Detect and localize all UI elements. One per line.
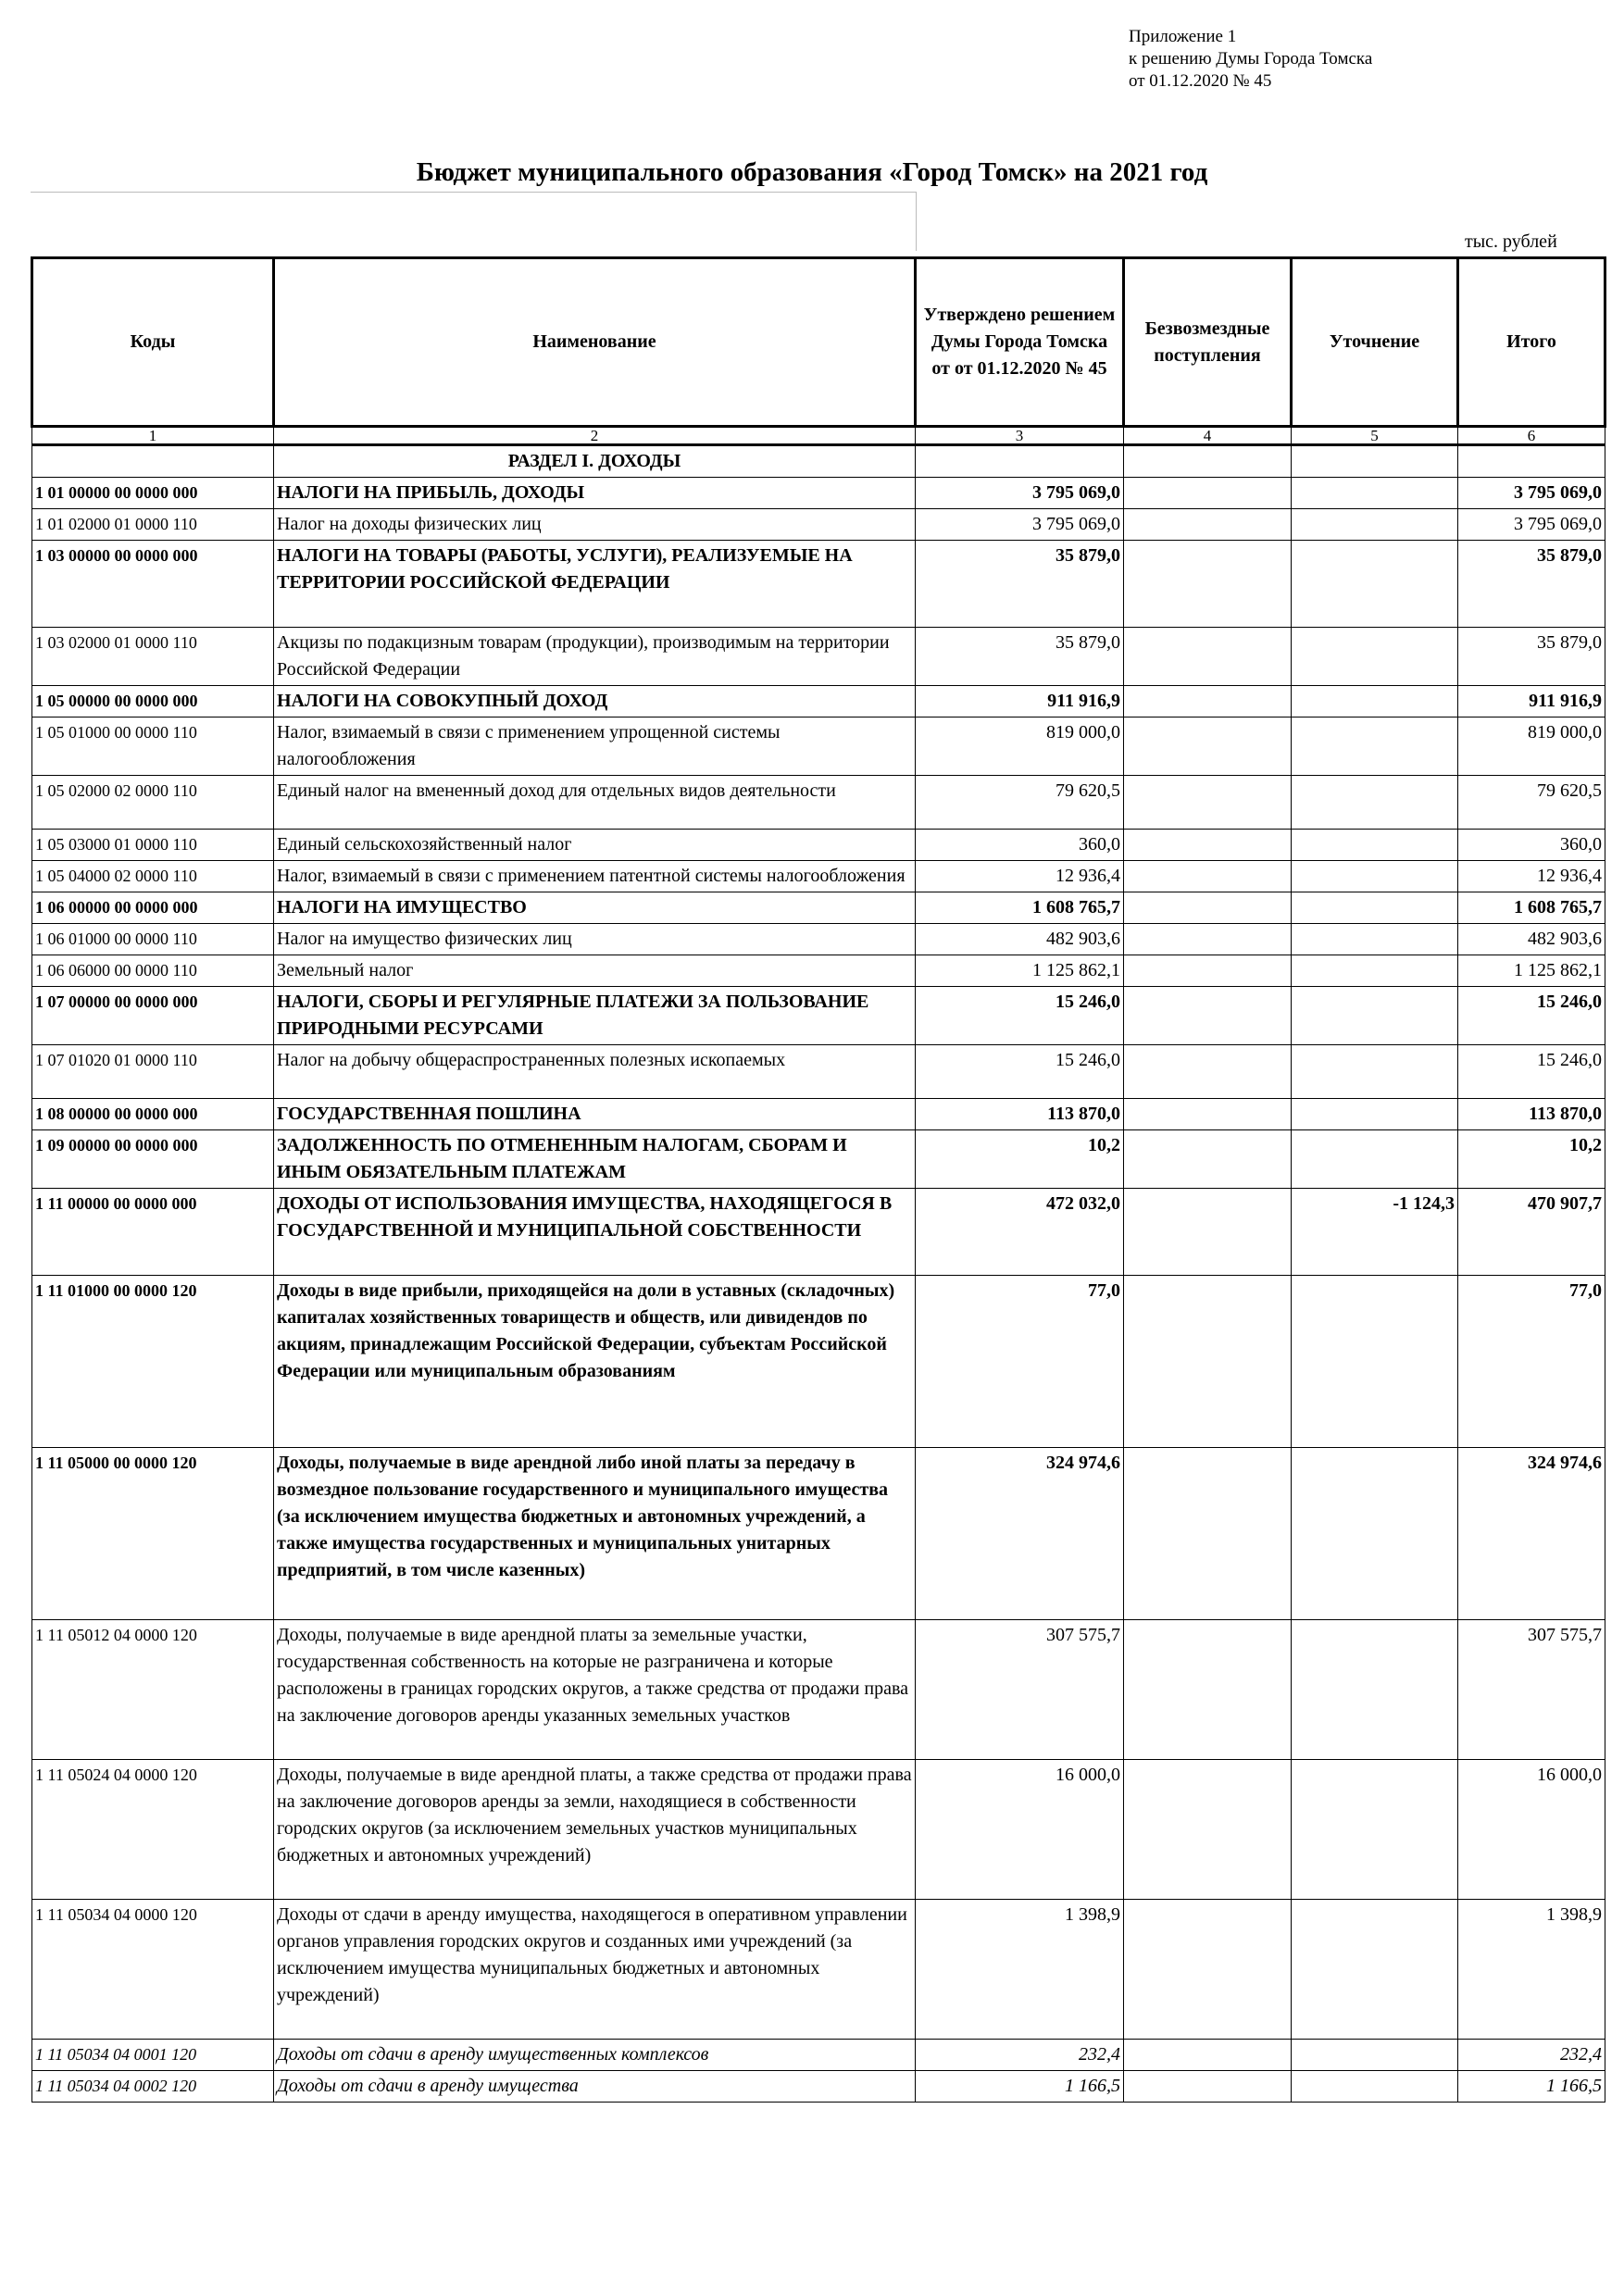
- table-row: [32, 718, 1605, 776]
- row-gratuitous: [1124, 1448, 1292, 1620]
- row-approved: 35 879,0: [916, 541, 1124, 628]
- row-approved: 15 246,0: [916, 1045, 1124, 1099]
- row-clarification: [1292, 892, 1458, 924]
- row-code: 1 05 04000 02 0000 110: [32, 861, 274, 892]
- row-total: 232,4: [1458, 2040, 1605, 2071]
- row-total: 819 000,0: [1458, 718, 1605, 776]
- column-number: 3: [916, 427, 1124, 445]
- row-clarification: [1292, 1620, 1458, 1760]
- row-name: Доходы, получаемые в виде арендной платы, а также средства от продажи права на заключение договоров аренды за земли, находящиеся в собственности городских округов (за исключением земельных участков муниципальных бюджетных и автономных учреждений): [274, 1760, 916, 1900]
- row-code: 1 06 06000 00 0000 110: [32, 955, 274, 987]
- row-approved: 3 795 069,0: [916, 509, 1124, 541]
- row-clarification: [1292, 1045, 1458, 1099]
- row-approved: 819 000,0: [916, 718, 1124, 776]
- row-gratuitous: [1124, 987, 1292, 1045]
- row-total: 77,0: [1458, 1276, 1605, 1448]
- row-total: 470 907,7: [1458, 1189, 1605, 1276]
- row-name: Налог на доходы физических лиц: [274, 509, 916, 541]
- row-clarification: [1292, 718, 1458, 776]
- row-gratuitous: [1124, 2040, 1292, 2071]
- table-row: [32, 776, 1605, 830]
- row-total: 1 398,9: [1458, 1900, 1605, 2040]
- row-code: 1 05 02000 02 0000 110: [32, 776, 274, 830]
- section-code-cell: [32, 445, 274, 478]
- table-row: [32, 830, 1605, 861]
- table-row: [32, 861, 1605, 892]
- row-code: 1 11 05012 04 0000 120: [32, 1620, 274, 1760]
- row-name: НАЛОГИ НА ИМУЩЕСТВО: [274, 892, 916, 924]
- empty-cell: [1458, 445, 1605, 478]
- row-name: Налог на имущество физических лиц: [274, 924, 916, 955]
- column-number: 1: [32, 427, 274, 445]
- row-name: Доходы в виде прибыли, приходящейся на доли в уставных (складочных) капиталах хозяйственных товариществ и обществ, или дивидендов по акциям, принадлежащим Российской Федерации, субъектам Российской Федерации или муниципальным образованиям: [274, 1276, 916, 1448]
- row-approved: 16 000,0: [916, 1760, 1124, 1900]
- row-name: ЗАДОЛЖЕННОСТЬ ПО ОТМЕНЕННЫМ НАЛОГАМ, СБОРАМ И ИНЫМ ОБЯЗАТЕЛЬНЫМ ПЛАТЕЖАМ: [274, 1130, 916, 1189]
- row-approved: 10,2: [916, 1130, 1124, 1189]
- row-gratuitous: [1124, 830, 1292, 861]
- appendix-line-3: от 01.12.2020 № 45: [1129, 71, 1272, 91]
- row-clarification: [1292, 1760, 1458, 1900]
- row-name: ГОСУДАРСТВЕННАЯ ПОШЛИНА: [274, 1099, 916, 1130]
- row-code: 1 05 00000 00 0000 000: [32, 686, 274, 718]
- row-gratuitous: [1124, 1099, 1292, 1130]
- row-code: 1 11 05034 04 0000 120: [32, 1900, 274, 2040]
- row-code: 1 05 01000 00 0000 110: [32, 718, 274, 776]
- row-code: 1 11 00000 00 0000 000: [32, 1189, 274, 1276]
- empty-cell: [1124, 445, 1292, 478]
- empty-cell: [1292, 445, 1458, 478]
- table-row: [32, 686, 1605, 718]
- table-row: [32, 1620, 1605, 1760]
- row-name: Налог, взимаемый в связи с применением патентной системы налогообложения: [274, 861, 916, 892]
- row-clarification: [1292, 987, 1458, 1045]
- table-row: [32, 1130, 1605, 1189]
- header-clarification: Уточнение: [1292, 258, 1458, 427]
- row-name: Налог на добычу общераспространенных полезных ископаемых: [274, 1045, 916, 1099]
- row-name: НАЛОГИ НА ТОВАРЫ (РАБОТЫ, УСЛУГИ), РЕАЛИЗУЕМЫЕ НА ТЕРРИТОРИИ РОССИЙСКОЙ ФЕДЕРАЦИИ: [274, 541, 916, 628]
- row-approved: 113 870,0: [916, 1099, 1124, 1130]
- row-approved: 360,0: [916, 830, 1124, 861]
- row-approved: 472 032,0: [916, 1189, 1124, 1276]
- row-name: ДОХОДЫ ОТ ИСПОЛЬЗОВАНИЯ ИМУЩЕСТВА, НАХОДЯЩЕГОСЯ В ГОСУДАРСТВЕННОЙ И МУНИЦИПАЛЬНОЙ СОБСТВЕННОСТИ: [274, 1189, 916, 1276]
- row-approved: 911 916,9: [916, 686, 1124, 718]
- row-clarification: [1292, 776, 1458, 830]
- row-total: 15 246,0: [1458, 987, 1605, 1045]
- row-approved: 1 166,5: [916, 2071, 1124, 2103]
- row-approved: 77,0: [916, 1276, 1124, 1448]
- row-total: 360,0: [1458, 830, 1605, 861]
- row-code: 1 09 00000 00 0000 000: [32, 1130, 274, 1189]
- column-number: 6: [1458, 427, 1605, 445]
- row-code: 1 03 02000 01 0000 110: [32, 628, 274, 686]
- row-clarification: [1292, 2040, 1458, 2071]
- row-gratuitous: [1124, 541, 1292, 628]
- row-approved: 3 795 069,0: [916, 478, 1124, 509]
- table-row: [32, 1448, 1605, 1620]
- row-approved: 79 620,5: [916, 776, 1124, 830]
- row-approved: 1 125 862,1: [916, 955, 1124, 987]
- row-name: Земельный налог: [274, 955, 916, 987]
- row-gratuitous: [1124, 718, 1292, 776]
- table-row: [32, 509, 1605, 541]
- column-number: 4: [1124, 427, 1292, 445]
- row-code: 1 05 03000 01 0000 110: [32, 830, 274, 861]
- row-clarification: [1292, 1900, 1458, 2040]
- section-title: РАЗДЕЛ I. ДОХОДЫ: [274, 445, 916, 478]
- row-gratuitous: [1124, 686, 1292, 718]
- row-total: 911 916,9: [1458, 686, 1605, 718]
- table-row: [32, 541, 1605, 628]
- row-code: 1 11 01000 00 0000 120: [32, 1276, 274, 1448]
- row-total: 3 795 069,0: [1458, 478, 1605, 509]
- row-clarification: [1292, 541, 1458, 628]
- budget-table: [31, 256, 1606, 2103]
- row-approved: 15 246,0: [916, 987, 1124, 1045]
- empty-cell: [916, 445, 1124, 478]
- row-clarification: [1292, 924, 1458, 955]
- row-clarification: [1292, 1099, 1458, 1130]
- row-gratuitous: [1124, 1045, 1292, 1099]
- row-total: 35 879,0: [1458, 628, 1605, 686]
- divider-vline: [916, 192, 917, 251]
- row-clarification: [1292, 509, 1458, 541]
- header-name: Наименование: [274, 258, 916, 427]
- row-clarification: [1292, 478, 1458, 509]
- row-clarification: -1 124,3: [1292, 1189, 1458, 1276]
- table-row: [32, 2040, 1605, 2071]
- row-approved: 1 608 765,7: [916, 892, 1124, 924]
- row-clarification: [1292, 830, 1458, 861]
- table-row: [32, 1276, 1605, 1448]
- row-name: Акцизы по подакцизным товарам (продукции), производимым на территории Российской Федерации: [274, 628, 916, 686]
- row-total: 16 000,0: [1458, 1760, 1605, 1900]
- row-clarification: [1292, 2071, 1458, 2103]
- row-clarification: [1292, 686, 1458, 718]
- row-total: 1 166,5: [1458, 2071, 1605, 2103]
- table-row: [32, 892, 1605, 924]
- row-name: Единый сельскохозяйственный налог: [274, 830, 916, 861]
- row-code: 1 06 00000 00 0000 000: [32, 892, 274, 924]
- table-row: [32, 987, 1605, 1045]
- row-name: Доходы от сдачи в аренду имущества: [274, 2071, 916, 2103]
- table-row: [32, 628, 1605, 686]
- table-row: [32, 924, 1605, 955]
- row-name: Единый налог на вмененный доход для отдельных видов деятельности: [274, 776, 916, 830]
- row-code: 1 07 00000 00 0000 000: [32, 987, 274, 1045]
- row-total: 1 608 765,7: [1458, 892, 1605, 924]
- header-codes: Коды: [32, 258, 274, 427]
- row-name: Доходы от сдачи в аренду имущества, находящегося в оперативном управлении органов управления городских округов и созданных ими учреждений (за исключением имущества муниципальных бюджетных и автономных учреждений): [274, 1900, 916, 2040]
- row-name: Доходы, получаемые в виде арендной либо иной платы за передачу в возмездное пользование государственного и муниципального имущества (за исключением имущества бюджетных и автономных учреждений, а также имущества государственных и муниципальных унитарных предприятий, в том числе казенных): [274, 1448, 916, 1620]
- row-name: Доходы от сдачи в аренду имущественных комплексов: [274, 2040, 916, 2071]
- document-title: Бюджет муниципального образования «Город Томск» на 2021 год: [416, 157, 1208, 187]
- row-approved: 232,4: [916, 2040, 1124, 2071]
- row-name: НАЛОГИ НА СОВОКУПНЫЙ ДОХОД: [274, 686, 916, 718]
- row-gratuitous: [1124, 1276, 1292, 1448]
- header-total: Итого: [1458, 258, 1605, 427]
- row-gratuitous: [1124, 1189, 1292, 1276]
- row-approved: 35 879,0: [916, 628, 1124, 686]
- table-header-row: [32, 258, 1605, 427]
- row-gratuitous: [1124, 892, 1292, 924]
- row-total: 324 974,6: [1458, 1448, 1605, 1620]
- row-name: Доходы, получаемые в виде арендной платы за земельные участки, государственная собственность на которые не разграничена и которые расположены в границах городских округов, а также средства от продажи права на заключение договоров аренды указанных земельных участков: [274, 1620, 916, 1760]
- row-gratuitous: [1124, 861, 1292, 892]
- row-code: 1 08 00000 00 0000 000: [32, 1099, 274, 1130]
- row-clarification: [1292, 1448, 1458, 1620]
- table-row: [32, 1189, 1605, 1276]
- table-row: [32, 1045, 1605, 1099]
- appendix-line-1: Приложение 1: [1129, 27, 1237, 46]
- row-gratuitous: [1124, 1130, 1292, 1189]
- row-total: 79 620,5: [1458, 776, 1605, 830]
- row-total: 12 936,4: [1458, 861, 1605, 892]
- row-approved: 12 936,4: [916, 861, 1124, 892]
- row-name: НАЛОГИ НА ПРИБЫЛЬ, ДОХОДЫ: [274, 478, 916, 509]
- row-code: 1 06 01000 00 0000 110: [32, 924, 274, 955]
- column-number-row: [32, 427, 1605, 445]
- table-row: [32, 2071, 1605, 2103]
- row-code: 1 03 00000 00 0000 000: [32, 541, 274, 628]
- row-gratuitous: [1124, 2071, 1292, 2103]
- table-row: [32, 1099, 1605, 1130]
- row-total: 15 246,0: [1458, 1045, 1605, 1099]
- row-clarification: [1292, 1276, 1458, 1448]
- row-code: 1 11 05000 00 0000 120: [32, 1448, 274, 1620]
- table-row: [32, 1900, 1605, 2040]
- row-total: 307 575,7: [1458, 1620, 1605, 1760]
- row-approved: 1 398,9: [916, 1900, 1124, 2040]
- row-approved: 324 974,6: [916, 1448, 1124, 1620]
- row-total: 35 879,0: [1458, 541, 1605, 628]
- row-code: 1 11 05034 04 0001 120: [32, 2040, 274, 2071]
- column-number: 5: [1292, 427, 1458, 445]
- row-code: 1 07 01020 01 0000 110: [32, 1045, 274, 1099]
- row-gratuitous: [1124, 1900, 1292, 2040]
- row-gratuitous: [1124, 955, 1292, 987]
- column-number: 2: [274, 427, 916, 445]
- row-code: 1 01 02000 01 0000 110: [32, 509, 274, 541]
- row-name: НАЛОГИ, СБОРЫ И РЕГУЛЯРНЫЕ ПЛАТЕЖИ ЗА ПОЛЬЗОВАНИЕ ПРИРОДНЫМИ РЕСУРСАМИ: [274, 987, 916, 1045]
- table-row: [32, 478, 1605, 509]
- row-total: 1 125 862,1: [1458, 955, 1605, 987]
- table-row: [32, 1760, 1605, 1900]
- row-code: 1 01 00000 00 0000 000: [32, 478, 274, 509]
- row-gratuitous: [1124, 1620, 1292, 1760]
- divider-line: [31, 192, 916, 193]
- appendix-note: [1129, 26, 1372, 93]
- section-row: [32, 445, 1605, 478]
- row-code: 1 11 05024 04 0000 120: [32, 1760, 274, 1900]
- row-total: 113 870,0: [1458, 1099, 1605, 1130]
- row-gratuitous: [1124, 478, 1292, 509]
- header-approved: Утверждено решением Думы Города Томска от от 01.12.2020 № 45: [916, 258, 1124, 427]
- row-gratuitous: [1124, 509, 1292, 541]
- row-gratuitous: [1124, 924, 1292, 955]
- row-name: Налог, взимаемый в связи с применением упрощенной системы налогообложения: [274, 718, 916, 776]
- row-clarification: [1292, 861, 1458, 892]
- row-gratuitous: [1124, 1760, 1292, 1900]
- row-clarification: [1292, 955, 1458, 987]
- appendix-line-2: к решению Думы Города Томска: [1129, 49, 1373, 69]
- row-approved: 307 575,7: [916, 1620, 1124, 1760]
- row-clarification: [1292, 628, 1458, 686]
- row-approved: 482 903,6: [916, 924, 1124, 955]
- row-total: 482 903,6: [1458, 924, 1605, 955]
- header-gratuitous: Безвозмездные поступления: [1124, 258, 1292, 427]
- row-total: 3 795 069,0: [1458, 509, 1605, 541]
- table-row: [32, 955, 1605, 987]
- row-gratuitous: [1124, 628, 1292, 686]
- row-code: 1 11 05034 04 0002 120: [32, 2071, 274, 2103]
- units-label: тыс. рублей: [1465, 231, 1557, 252]
- row-clarification: [1292, 1130, 1458, 1189]
- row-total: 10,2: [1458, 1130, 1605, 1189]
- row-gratuitous: [1124, 776, 1292, 830]
